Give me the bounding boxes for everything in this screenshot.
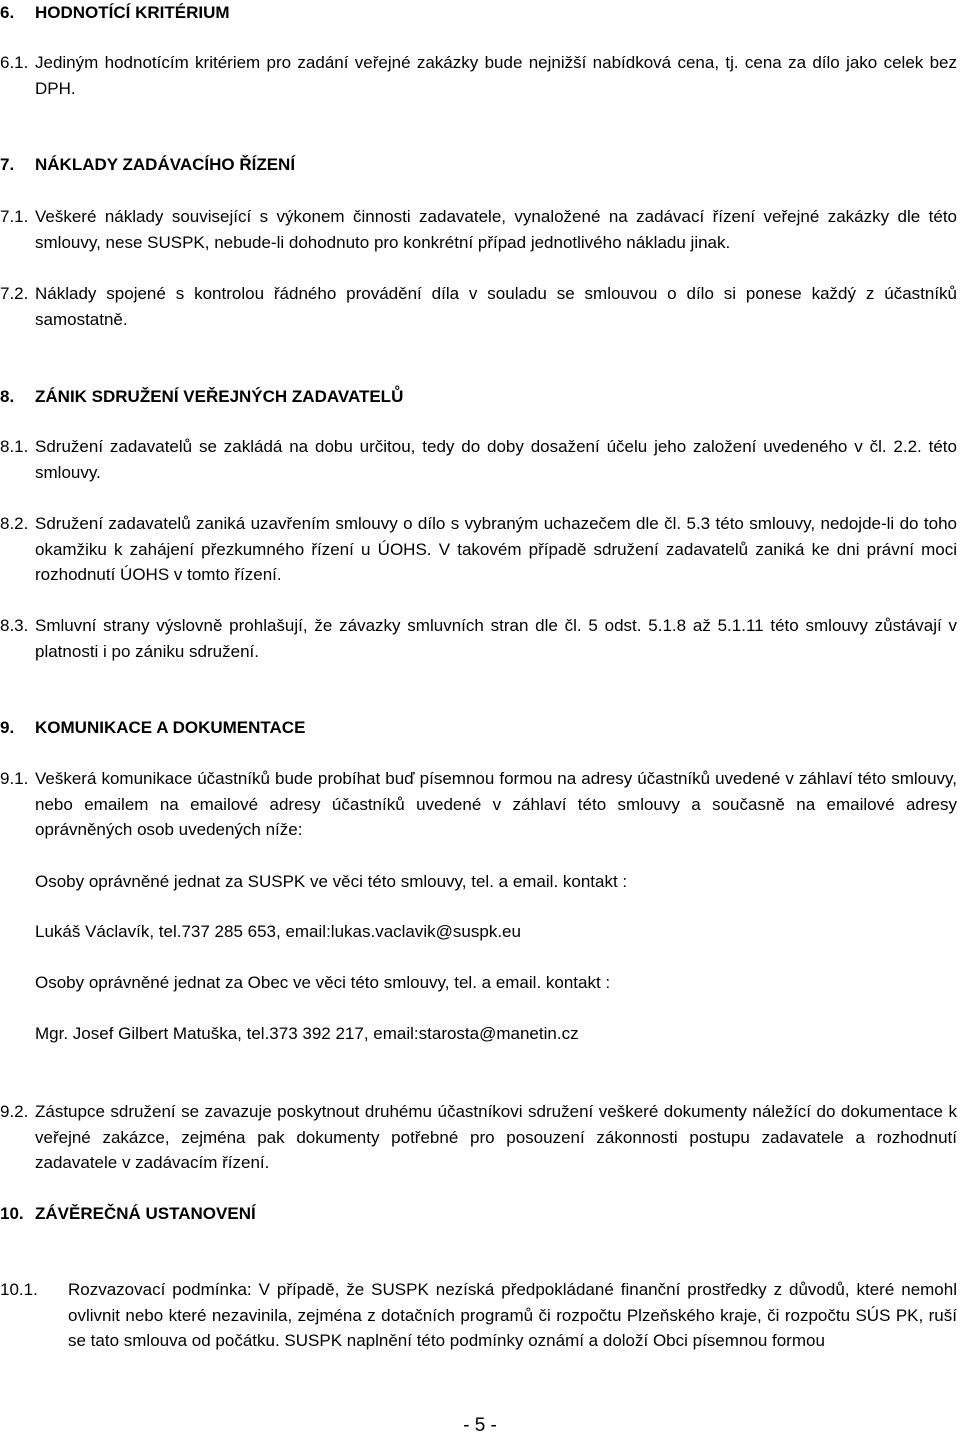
section-title: HODNOTÍCÍ KRITÉRIUM [35,3,230,22]
paragraph-number: 7.2. [0,284,29,303]
contact-2-details: Mgr. Josef Gilbert Matuška, tel.373 392 217, email:starosta@manetin.cz [35,1024,579,1043]
paragraph-text: Náklady spojené s kontrolou řádného provádění díla v souladu se smlouvou o dílo si ponese každý z účastníků samostatně. [35,284,957,329]
paragraph-number: 6.1. [0,53,29,72]
paragraph-number: 9.2. [0,1102,29,1121]
paragraph-8-2 [0,511,957,588]
paragraph-text: Zástupce sdružení se zavazuje poskytnout druhému účastníkovi sdružení veškeré dokumenty náležící do dokumentace k veřejné zakázce, zejména pak dokumenty potřebné pro posouzení zákonnosti postupu zadavatele a rozhodnutí zadavatele v zadávacím řízení. [35,1102,957,1172]
paragraph-text: Rozvazovací podmínka: V případě, že SUSPK nezíská předpokládané finanční prostředky z důvodů, které nemohl ovlivnit nebo které nezavinila, zejména z dotačních programů či rozpočtu Plzeňského kraje, či rozpočtu SÚS PK, ruší se tato smlouva od počátku. SUSPK naplnění této podmínky oznámí a doloží Obci písemnou formou [68,1280,957,1350]
section-number: 9. [0,718,15,737]
section-title: NÁKLADY ZADÁVACÍHO ŘÍZENÍ [35,155,296,174]
paragraph-text: Veškeré náklady související s výkonem činnosti zadavatele, vynaložené na zadávací řízení veřejné zakázky dle této smlouvy, nese SUSPK, nebude-li dohodnuto pro konkrétní případ jednotlivého nákladu jinak. [35,207,957,252]
paragraph-8-3 [0,613,957,664]
paragraph-number: 8.1. [0,437,29,456]
section-number: 8. [0,387,15,406]
section-number: 6. [0,3,15,22]
paragraph-text: Sdružení zadavatelů zaniká uzavřením smlouvy o dílo s vybraným uchazečem dle čl. 5.3 této smlouvy, nedojde-li do toho okamžiku k zahájení přezkumného řízení u ÚOHS. V takovém případě sdružení zadavatelů zaniká ke dni právní moci rozhodnutí ÚOHS v tomto řízení. [35,514,957,584]
paragraph-9-1 [0,766,957,843]
paragraph-7-2 [0,281,957,332]
paragraph-9-2 [0,1099,957,1176]
paragraph-number: 7.1. [0,207,29,226]
page-number: - 5 - [463,1415,497,1436]
paragraph-8-1 [0,434,957,485]
section-title: ZÁNIK SDRUŽENÍ VEŘEJNÝCH ZADAVATELŮ [35,387,404,406]
contact-2-intro: Osoby oprávněné jednat za Obec ve věci této smlouvy, tel. a email. kontakt : [35,973,611,992]
paragraph-text: Smluvní strany výslovně prohlašují, že závazky smluvních stran dle čl. 5 odst. 5.1.8 až 5.1.11 této smlouvy zůstávají v platnosti i po zániku sdružení. [35,616,957,661]
paragraph-number: 9.1. [0,769,29,788]
section-title: ZÁVĚREČNÁ USTANOVENÍ [35,1204,256,1223]
section-number: 10. [0,1204,24,1223]
paragraph-10-1 [0,1277,957,1354]
paragraph-number: 10.1. [0,1280,38,1299]
paragraph-text: Jediným hodnotícím kritériem pro zadání veřejné zakázky bude nejnižší nabídková cena, tj. cena za dílo jako celek bez DPH. [35,53,957,98]
paragraph-number: 8.2. [0,514,29,533]
paragraph-7-1 [0,204,957,255]
paragraph-6-1 [0,50,957,101]
paragraph-text: Veškerá komunikace účastníků bude probíhat buď písemnou formou na adresy účastníků uvedené v záhlaví této smlouvy, nebo emailem na emailové adresy účastníků uvedené v záhlaví této smlouvy a současně na emailové adresy oprávněných osob uvedených níže: [35,769,957,839]
contact-1-intro: Osoby oprávněné jednat za SUSPK ve věci této smlouvy, tel. a email. kontakt : [35,872,628,891]
contact-1-details: Lukáš Václavík, tel.737 285 653, email:lukas.vaclavik@suspk.eu [35,922,521,941]
paragraph-number: 8.3. [0,616,29,635]
section-number: 7. [0,155,15,174]
paragraph-text: Sdružení zadavatelů se zakládá na dobu určitou, tedy do doby dosažení účelu jeho založení uvedeného v čl. 2.2. této smlouvy. [35,437,957,482]
section-title: KOMUNIKACE A DOKUMENTACE [35,718,306,737]
